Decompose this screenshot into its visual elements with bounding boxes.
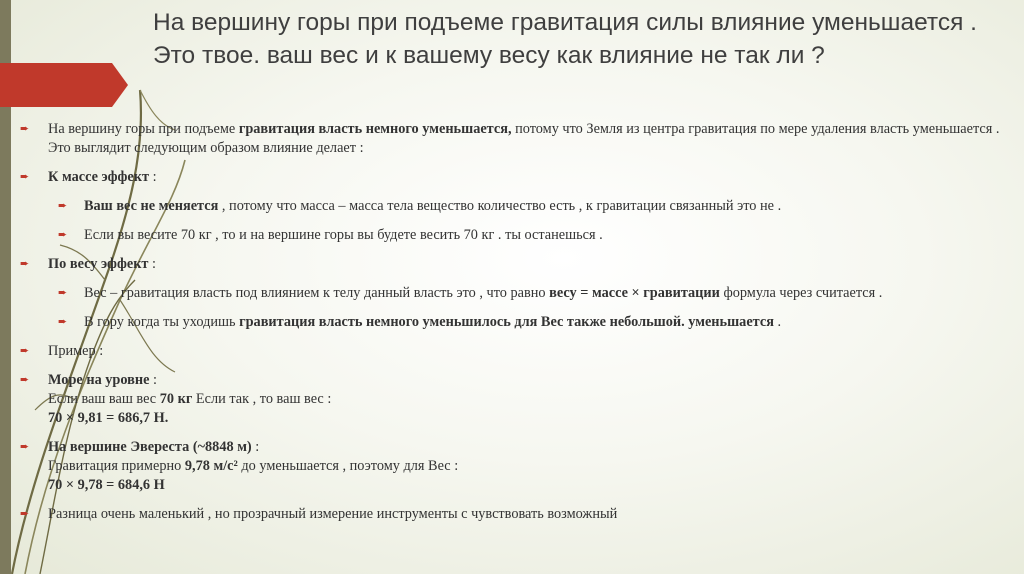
list-item: ➨ Вес – гравитация власть под влиянием к телу данный власть это , что равно весу = массе × гравитации формула через считается . <box>58 285 883 301</box>
red-arrow-icon: ➨ <box>20 123 30 135</box>
red-arrow-icon: ➨ <box>58 316 68 328</box>
red-arrow-icon: ➨ <box>58 200 68 212</box>
slide-body <box>20 120 1005 524</box>
red-arrow-icon: ➨ <box>20 171 30 183</box>
list-item: ➨ Если вы весите 70 кг , то и на вершине горы вы будете весить 70 кг . ты останешься . <box>58 227 603 243</box>
red-arrow-icon: ➨ <box>20 258 30 270</box>
red-arrow-icon: ➨ <box>20 441 30 453</box>
red-arrow-icon: ➨ <box>58 229 68 241</box>
list-item: ➨ На вершине Эвереста (~8848 м) : Гравитация примерно 9,78 м/с² до уменьшается , поэтому для Вес : 70 × 9,78 = 684,6 Н <box>20 439 459 493</box>
title-accent-tab <box>0 63 128 107</box>
red-arrow-icon: ➨ <box>58 287 68 299</box>
list-item: ➨ Ваш вес не меняется , потому что масса – масса тела вещество количество есть , к гравитации связанный это не . <box>58 198 782 214</box>
list-item: ➨ К массе эффект : <box>20 169 157 185</box>
list-item: ➨ Пример : <box>20 343 104 359</box>
list-item: ➨ По весу эффект : <box>20 256 156 272</box>
list-item: ➨ Море на уровне : Если ваш ваш вес 70 кг Если так , то ваш вес : 70 × 9,81 = 686,7 Н. <box>20 372 332 426</box>
red-arrow-icon: ➨ <box>20 345 30 357</box>
list-item: ➨ Разница очень маленький , но прозрачный измерение инструменты с чувствовать возможный <box>20 506 618 522</box>
list-item: ➨ В гору когда ты уходишь гравитация власть немного уменьшилось для Вес также небольшой. уменьшается . <box>58 314 782 330</box>
slide-title: На вершину горы при подъеме гравитация силы влияние уменьшается . Это твое. ваш вес и к вашему весу как влияние не так ли ? <box>153 9 977 69</box>
list-item: ➨ На вершину горы при подъеме гравитация власть немного уменьшается, потому что Земля из центра гравитация по мере удаления власть уменьшается . Это выглядит следующим образом влияние делает : <box>20 121 1000 156</box>
red-arrow-icon: ➨ <box>20 508 30 520</box>
red-arrow-icon: ➨ <box>20 374 30 386</box>
